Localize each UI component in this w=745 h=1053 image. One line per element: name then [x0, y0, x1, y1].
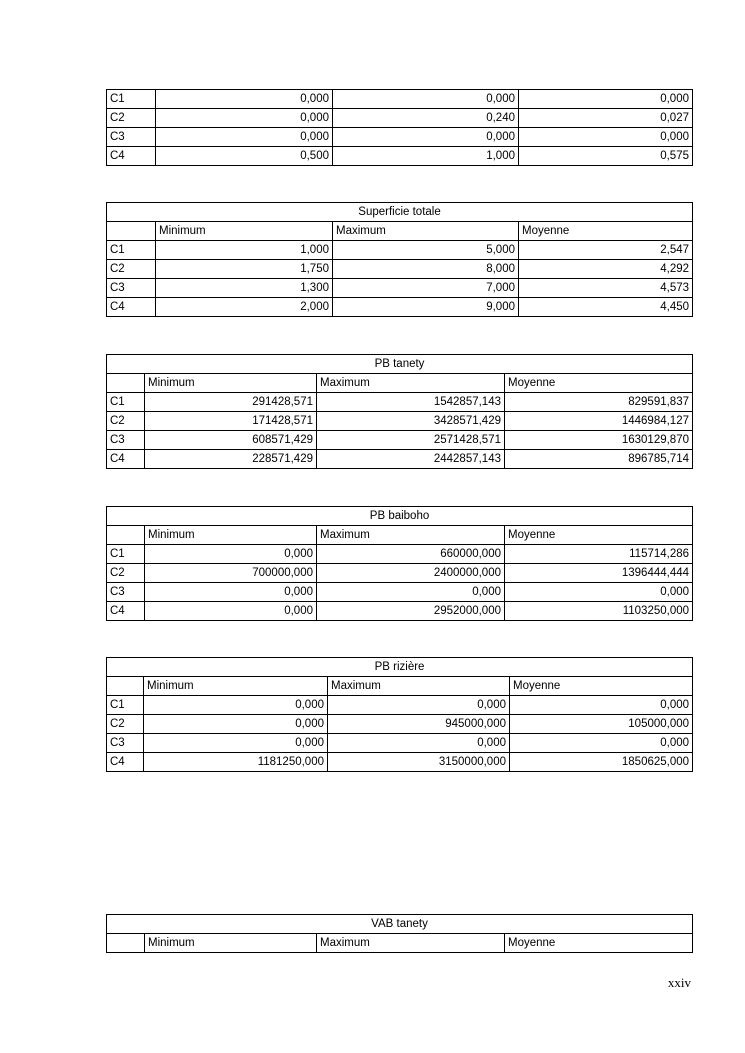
row-label: C4	[107, 753, 144, 772]
header-minimum: Minimum	[144, 677, 328, 696]
minimum-value: 0,000	[156, 128, 333, 147]
table-row	[107, 128, 693, 147]
minimum-value: 700000,000	[145, 564, 317, 583]
header-moyenne: Moyenne	[510, 677, 693, 696]
table-pb-tanety	[106, 354, 693, 469]
table-row	[107, 602, 693, 621]
row-label: C4	[107, 298, 156, 317]
minimum-value: 2,000	[156, 298, 333, 317]
maximum-value: 0,000	[328, 734, 510, 753]
header-maximum: Maximum	[333, 222, 519, 241]
minimum-value: 1181250,000	[144, 753, 328, 772]
minimum-value: 1,750	[156, 260, 333, 279]
table-header-row	[107, 374, 693, 393]
moyenne-value: 105000,000	[510, 715, 693, 734]
table-row	[107, 450, 693, 469]
header-maximum: Maximum	[317, 934, 505, 953]
table-title-row	[107, 915, 693, 934]
header-moyenne: Moyenne	[505, 526, 693, 545]
table-row	[107, 753, 693, 772]
row-label: C3	[107, 431, 145, 450]
row-label: C3	[107, 279, 156, 298]
moyenne-value: 0,000	[519, 128, 693, 147]
moyenne-value: 1446984,127	[505, 412, 693, 431]
table-row	[107, 734, 693, 753]
moyenne-value: 115714,286	[505, 545, 693, 564]
table-row	[107, 393, 693, 412]
maximum-value: 5,000	[333, 241, 519, 260]
table-title-row	[107, 203, 693, 222]
header-moyenne: Moyenne	[505, 934, 693, 953]
maximum-value: 1542857,143	[317, 393, 505, 412]
table-header-row	[107, 934, 693, 953]
table-row	[107, 431, 693, 450]
header-minimum: Minimum	[156, 222, 333, 241]
maximum-value: 945000,000	[328, 715, 510, 734]
maximum-value: 2400000,000	[317, 564, 505, 583]
table-row	[107, 147, 693, 166]
table-title-row	[107, 507, 693, 526]
moyenne-value: 0,000	[510, 696, 693, 715]
row-label: C2	[107, 109, 156, 128]
header-moyenne: Moyenne	[505, 374, 693, 393]
header-maximum: Maximum	[317, 374, 505, 393]
minimum-value: 0,000	[156, 90, 333, 109]
row-label: C2	[107, 412, 145, 431]
minimum-value: 291428,571	[145, 393, 317, 412]
header-empty-cell	[107, 934, 145, 953]
row-label: C1	[107, 545, 145, 564]
table-row	[107, 696, 693, 715]
maximum-value: 1,000	[333, 147, 519, 166]
row-label: C1	[107, 241, 156, 260]
table-row	[107, 260, 693, 279]
row-label: C4	[107, 602, 145, 621]
table-row	[107, 279, 693, 298]
maximum-value: 9,000	[333, 298, 519, 317]
minimum-value: 608571,429	[145, 431, 317, 450]
moyenne-value: 829591,837	[505, 393, 693, 412]
moyenne-value: 1103250,000	[505, 602, 693, 621]
moyenne-value: 1850625,000	[510, 753, 693, 772]
maximum-value: 8,000	[333, 260, 519, 279]
maximum-value: 2952000,000	[317, 602, 505, 621]
table-row	[107, 412, 693, 431]
minimum-value: 0,000	[145, 583, 317, 602]
table-row	[107, 564, 693, 583]
header-empty-cell	[107, 677, 144, 696]
table-header-row	[107, 222, 693, 241]
minimum-value: 0,500	[156, 147, 333, 166]
row-label: C3	[107, 128, 156, 147]
moyenne-value: 0,000	[519, 90, 693, 109]
table-continuation	[106, 89, 693, 166]
maximum-value: 0,000	[333, 128, 519, 147]
header-moyenne: Moyenne	[519, 222, 693, 241]
table-title: PB rizière	[107, 658, 693, 677]
row-label: C3	[107, 734, 144, 753]
row-label: C2	[107, 564, 145, 583]
minimum-value: 1,000	[156, 241, 333, 260]
minimum-value: 228571,429	[145, 450, 317, 469]
moyenne-value: 0,027	[519, 109, 693, 128]
minimum-value: 0,000	[144, 696, 328, 715]
maximum-value: 3150000,000	[328, 753, 510, 772]
maximum-value: 2571428,571	[317, 431, 505, 450]
table-row	[107, 90, 693, 109]
minimum-value: 0,000	[156, 109, 333, 128]
table-row	[107, 545, 693, 564]
table-title-row	[107, 658, 693, 677]
moyenne-value: 896785,714	[505, 450, 693, 469]
minimum-value: 0,000	[144, 734, 328, 753]
row-label: C2	[107, 715, 144, 734]
header-empty-cell	[107, 374, 145, 393]
table-row	[107, 583, 693, 602]
maximum-value: 660000,000	[317, 545, 505, 564]
minimum-value: 1,300	[156, 279, 333, 298]
row-label: C4	[107, 450, 145, 469]
header-minimum: Minimum	[145, 374, 317, 393]
header-empty-cell	[107, 222, 156, 241]
maximum-value: 0,000	[333, 90, 519, 109]
minimum-value: 0,000	[145, 545, 317, 564]
minimum-value: 171428,571	[145, 412, 317, 431]
minimum-value: 0,000	[145, 602, 317, 621]
maximum-value: 0,240	[333, 109, 519, 128]
moyenne-value: 1630129,870	[505, 431, 693, 450]
header-minimum: Minimum	[145, 934, 317, 953]
row-label: C1	[107, 393, 145, 412]
maximum-value: 7,000	[333, 279, 519, 298]
header-maximum: Maximum	[328, 677, 510, 696]
table-row	[107, 109, 693, 128]
moyenne-value: 4,292	[519, 260, 693, 279]
maximum-value: 0,000	[317, 583, 505, 602]
moyenne-value: 0,000	[505, 583, 693, 602]
table-pb-riziere	[106, 657, 693, 772]
table-title: PB tanety	[107, 355, 693, 374]
moyenne-value: 0,000	[510, 734, 693, 753]
table-title: PB baiboho	[107, 507, 693, 526]
table-pb-baiboho	[106, 506, 693, 621]
table-title: Superficie totale	[107, 203, 693, 222]
maximum-value: 2442857,143	[317, 450, 505, 469]
page-number: xxiv	[667, 975, 691, 990]
row-label: C2	[107, 260, 156, 279]
header-minimum: Minimum	[145, 526, 317, 545]
table-row	[107, 298, 693, 317]
table-superficie-totale	[106, 202, 693, 317]
table-vab-tanety	[106, 914, 693, 953]
header-maximum: Maximum	[317, 526, 505, 545]
row-label: C3	[107, 583, 145, 602]
table-title: VAB tanety	[107, 915, 693, 934]
maximum-value: 0,000	[328, 696, 510, 715]
row-label: C4	[107, 147, 156, 166]
table-title-row	[107, 355, 693, 374]
table-row	[107, 715, 693, 734]
moyenne-value: 4,573	[519, 279, 693, 298]
table-header-row	[107, 677, 693, 696]
moyenne-value: 0,575	[519, 147, 693, 166]
minimum-value: 0,000	[144, 715, 328, 734]
row-label: C1	[107, 90, 156, 109]
moyenne-value: 4,450	[519, 298, 693, 317]
maximum-value: 3428571,429	[317, 412, 505, 431]
moyenne-value: 1396444,444	[505, 564, 693, 583]
moyenne-value: 2,547	[519, 241, 693, 260]
header-empty-cell	[107, 526, 145, 545]
table-header-row	[107, 526, 693, 545]
table-row	[107, 241, 693, 260]
row-label: C1	[107, 696, 144, 715]
